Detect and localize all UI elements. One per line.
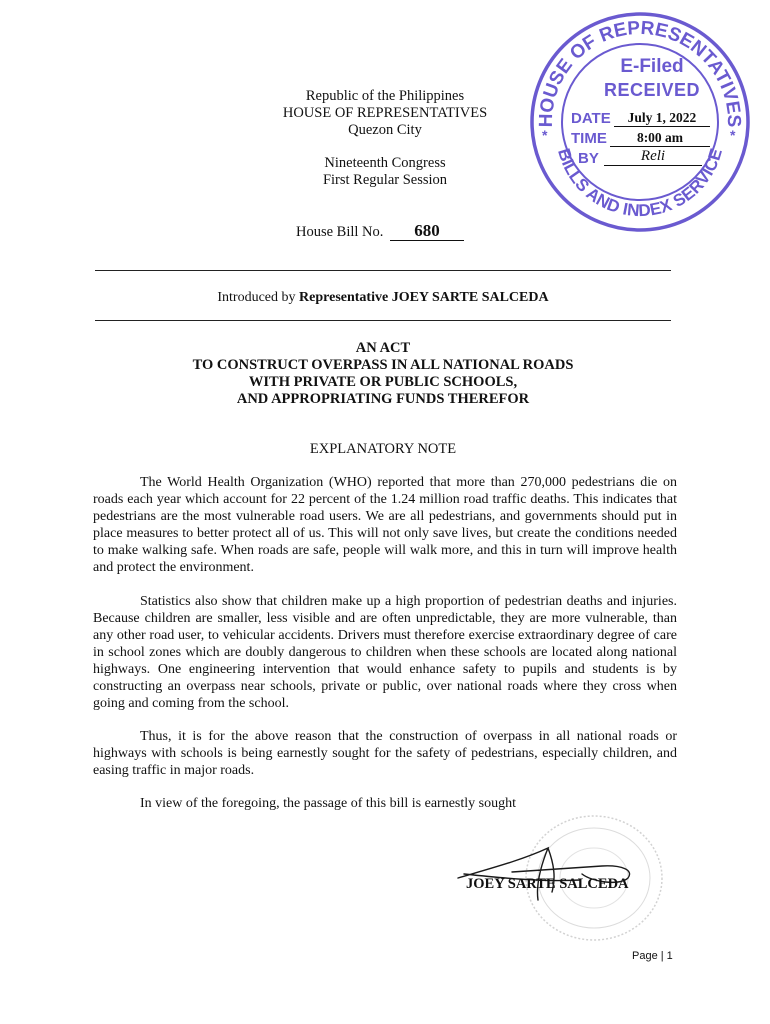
paragraph-4: In view of the foregoing, the passage of this bill is earnestly sought	[140, 796, 516, 811]
bill-label: House Bill No.	[296, 224, 384, 240]
stamp-date-label: DATE	[571, 110, 611, 127]
act-title-1: AN ACT	[355, 340, 411, 356]
introducer-name: Representative JOEY SARTE SALCEDA	[299, 290, 549, 305]
introduced-line	[95, 290, 671, 306]
introduced-prefix: Introduced by	[217, 290, 296, 305]
act-title-2: TO CONSTRUCT OVERPASS IN ALL NATIONAL ROADS	[192, 357, 574, 373]
stamp-time-value: 8:00 am	[610, 130, 710, 147]
bill-number-row	[296, 222, 464, 241]
paragraph-3: Thus, it is for the above reason that the construction of overpass in all national roads or highways with schools is being earnestly sought for the safety of pedestrians, especially children, and easing traffic in major roads.	[93, 729, 677, 778]
house-line: HOUSE OF REPRESENTATIVES	[282, 105, 488, 121]
stamp-by-label: BY	[578, 150, 599, 167]
stamp-date-value: July 1, 2022	[614, 110, 710, 127]
page-footer: Page | 1	[632, 950, 673, 962]
stamp-efiled: E-Filed	[620, 56, 684, 77]
stamp-time-label: TIME	[571, 130, 607, 147]
stamp-ring-top: HOUSE OF REPRESENTATIVES	[535, 17, 745, 128]
signatory-name: JOEY SARTE SALCEDA	[466, 876, 629, 892]
bill-number: 680	[390, 222, 464, 241]
paragraph-2: Statistics also show that children make up a high proportion of pedestrian deaths and injuries. Because children are smaller, less visible and are often unpredictable, they are more vulnerable, than any other road user, to vehicular accidents. Drivers must therefore exercise extraordinary degree of care in school zones which are doubly dangerous to children when these schools are located along national highways. One engineering intervention that would enhance safety to pupils and students is by constructing an overpass near schools, private or public, over national roads where they cross when going and coming from the school.	[93, 594, 677, 711]
explanatory-note-heading: EXPLANATORY NOTE	[309, 441, 457, 457]
session-line: First Regular Session	[322, 172, 448, 188]
stamp-received: RECEIVED	[603, 80, 701, 100]
top-divider	[95, 270, 671, 271]
congress-line: Nineteenth Congress	[324, 155, 446, 171]
signature-image	[452, 838, 652, 908]
svg-text:*: *	[730, 127, 736, 143]
bottom-divider	[95, 320, 671, 321]
stamp-ring-bottom: BILLS AND INDEX SERVICE	[554, 146, 726, 221]
republic-line: Republic of the Philippines	[305, 88, 465, 104]
paragraph-1: The World Health Organization (WHO) reported that more than 270,000 pedestrians die on roads each year which account for 22 percent of the 1.24 million road traffic deaths. This indicates that pedestrians are the most vulnerable road users. We are all pedestrians, and governments should put in place measures to better protect all of us. This will not only save lives, but create the conditions needed to make walking safe. When roads are safe, people will walk more, and this in turn will improve health and protect the environment.	[93, 475, 677, 575]
act-title-4: AND APPROPRIATING FUNDS THEREFOR	[236, 391, 530, 407]
act-title-3: WITH PRIVATE OR PUBLIC SCHOOLS,	[248, 374, 518, 390]
stamp-by-initials: Reli	[604, 148, 702, 166]
svg-text:*: *	[542, 127, 548, 143]
city-line: Quezon City	[348, 122, 422, 138]
